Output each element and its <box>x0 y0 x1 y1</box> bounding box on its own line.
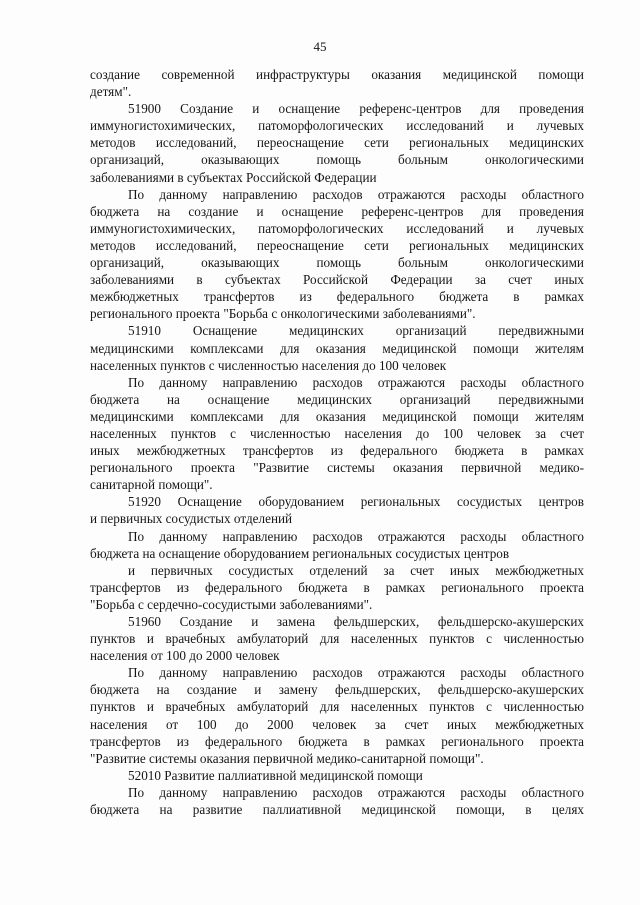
text-line: 51900 Создание и оснащение референс-центров для проведения <box>128 101 584 117</box>
text-line: населенных пунктов с численностью населения до 100 человек за счет <box>90 425 584 441</box>
text-line: "Развитие системы оказания первичной медико-санитарной помощи". <box>90 750 484 766</box>
text-line: регионального проекта "Борьба с онкологическими заболеваниями". <box>90 306 476 322</box>
text-line: 51910 Оснащение медицинских организаций передвижными <box>128 323 584 339</box>
text-line: бюджета на оснащение медицинских организаций передвижными <box>90 391 584 407</box>
text-line: 51960 Создание и замена фельдшерских, фельдшерско-акушерских <box>128 614 584 629</box>
text-line: организаций, оказывающих помощь больным онкологическими <box>90 152 584 168</box>
text-line: создание современной инфраструктуры оказания медицинской помощи <box>90 67 584 82</box>
text-line: населения от 100 до 2000 человек <box>90 648 280 664</box>
document-body <box>90 66 584 818</box>
text-line: трансфертов из федерального бюджета в рамках регионального проекта <box>90 733 584 749</box>
text-line: методов исследований, переоснащение сети региональных медицинских <box>90 237 584 253</box>
text-line: бюджета на создание и оснащение референс-центров для проведения <box>90 203 584 219</box>
text-line: "Борьба с сердечно-сосудистыми заболеваниями". <box>90 596 373 612</box>
text-line: пунктов и врачебных амбулаторий для населенных пунктов с численностью <box>90 699 584 715</box>
text-line: 52010 Развитие паллиативной медицинской помощи <box>128 767 423 783</box>
text-line: иммуногистохимических, патоморфологических исследований и лучевых <box>90 118 584 134</box>
text-line: По данному направлению расходов отражаются расходы областного <box>128 374 584 390</box>
text-line: санитарной помощи". <box>90 477 213 493</box>
text-line: иммуногистохимических, патоморфологических исследований и лучевых <box>90 220 584 236</box>
text-line: детям". <box>90 84 132 100</box>
text-line: бюджета на оснащение оборудованием региональных сосудистых центров <box>90 545 510 561</box>
text-line: бюджета на развитие паллиативной медицинской помощи, в целях <box>90 802 584 818</box>
text-line: бюджета на создание и замену фельдшерских, фельдшерско-акушерских <box>90 682 584 698</box>
text-line: регионального проекта "Развитие системы оказания первичной медико- <box>90 460 584 476</box>
text-line: и первичных сосудистых отделений <box>90 511 293 527</box>
text-line: заболеваниями в субъектах Российской Федерации за счет иных <box>90 272 584 288</box>
text-line: По данному направлению расходов отражаются расходы областного <box>128 186 584 202</box>
text-line: организаций, оказывающих помощь больным онкологическими <box>90 255 584 271</box>
text-line: методов исследований, переоснащение сети региональных медицинских <box>90 135 584 151</box>
text-line: По данному направлению расходов отражаются расходы областного <box>128 528 584 544</box>
text-line: медицинскими комплексами для оказания медицинской помощи жителям <box>90 408 584 424</box>
text-line: иных межбюджетных трансфертов из федерального бюджета в рамках <box>90 443 584 459</box>
text-line: межбюджетных трансфертов из федерального бюджета в рамках <box>90 289 584 305</box>
text-line: и первичных сосудистых отделений за счет иных межбюджетных <box>128 562 584 578</box>
text-line: медицинскими комплексами для оказания медицинской помощи жителям <box>90 340 584 356</box>
page-number: 45 <box>313 39 327 54</box>
text-line: пунктов и врачебных амбулаторий для населенных пунктов с численностью <box>90 631 584 647</box>
text-line: трансфертов из федерального бюджета в рамках регионального проекта <box>90 579 584 595</box>
text-line: заболеваниями в субъектах Российской Федерации <box>90 169 377 185</box>
text-line: населенных пунктов с численностью населения до 100 человек <box>90 357 447 373</box>
text-line: По данному направлению расходов отражаются расходы областного <box>128 784 584 800</box>
text-line: 51920 Оснащение оборудованием региональных сосудистых центров <box>128 494 584 510</box>
text-line: По данному направлению расходов отражаются расходы областного <box>128 665 584 681</box>
text-line: населения от 100 до 2000 человек за счет иных межбюджетных <box>90 716 584 732</box>
